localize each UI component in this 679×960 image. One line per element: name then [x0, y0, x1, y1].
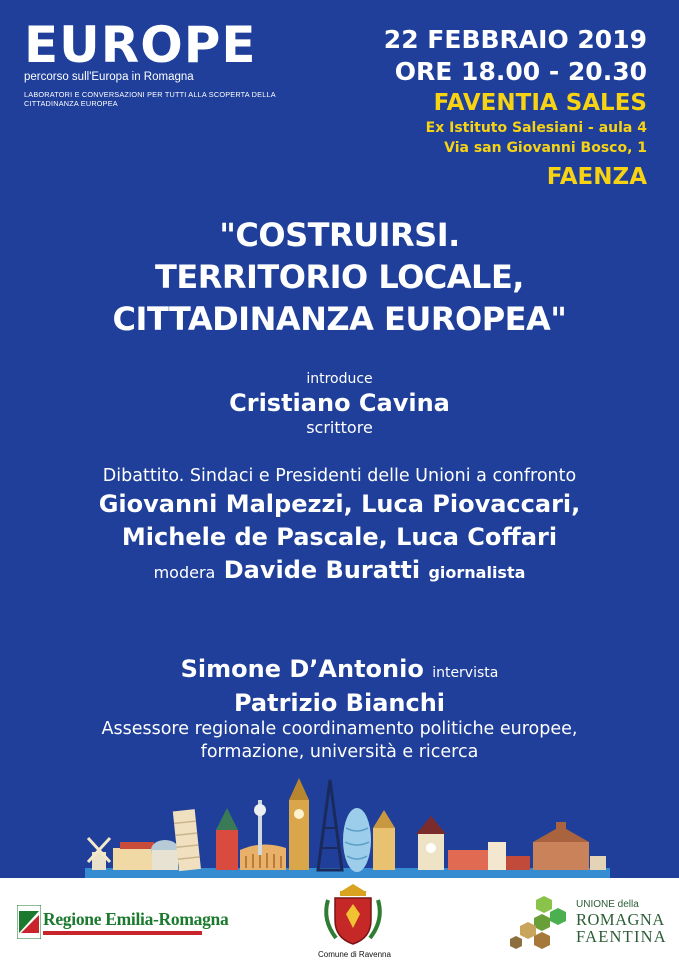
event-date: 22 FEBBRAIO 2019 [383, 25, 647, 54]
debate-intro: Dibattito. Sindaci e Presidenti delle Unioni a confronto [102, 466, 577, 486]
clock-tower-icon [416, 816, 446, 870]
region-flag-icon [17, 905, 41, 939]
moderator-role: giornalista [428, 563, 526, 582]
cathedral-icon [373, 810, 395, 870]
moderator-line [0, 554, 679, 589]
regione-emilia-romagna-logo [17, 905, 229, 939]
windmill-icon [88, 838, 110, 870]
logo-wordmark: EUROPE [24, 16, 257, 74]
title-line-2: TERRITORIO LOCALE, [155, 258, 524, 296]
title-line-3: CITTADINANZA EUROPEA" [112, 300, 567, 338]
union-name-2: FAENTINA [576, 927, 667, 946]
intro-speaker-role: scrittore [306, 418, 373, 437]
interview-block [0, 654, 679, 764]
unione-romagna-faentina-logo [508, 888, 678, 954]
logo-subtitle: percorso sull'Europa in Romagna [24, 71, 194, 83]
intro-block [0, 370, 679, 438]
moderator-name: Davide Buratti [223, 556, 421, 584]
union-name-1: ROMAGNA [576, 910, 665, 929]
title-line-1: "COSTRUIRSI. [219, 216, 460, 254]
debate-names-line-1: Giovanni Malpezzi, Luca Piovaccari, [98, 490, 581, 518]
guest-name: Patrizio Bianchi [233, 689, 446, 717]
guest-role-line-1: Assessore regionale coordinamento politiche europee, [101, 719, 578, 739]
moderator-label: modera [153, 563, 216, 582]
colosseum-icon [240, 844, 286, 870]
region-name: Regione Emilia-Romagna [43, 909, 229, 929]
eiffel-tower-icon [318, 780, 342, 870]
basilica-icon [533, 822, 589, 870]
event-venue: FAVENTIA SALES [433, 90, 647, 116]
european-skyline-illustration [0, 770, 679, 878]
event-city: FAENZA [546, 164, 647, 190]
hexagon-cluster-icon [508, 888, 574, 954]
comune-di-ravenna-logo [318, 880, 391, 960]
ravenna-coat-of-arms-icon [318, 880, 388, 948]
event-address-line-1: Ex Istituto Salesiani - aula 4 [425, 120, 647, 136]
logo-tagline: LABORATORI E CONVERSAZIONI PER TUTTI ALLA SCOPERTA DELLA CITTADINANZA EUROPEA [24, 90, 276, 108]
union-label: UNIONE della [576, 899, 639, 910]
europe-logo [24, 16, 284, 108]
interviewer-name: Simone D’Antonio [180, 655, 424, 683]
region-underline [43, 931, 202, 935]
event-time: ORE 18.00 - 20.30 [394, 57, 647, 86]
comune-name: Comune di Ravenna [318, 950, 391, 959]
event-address-line-2: Via san Giovanni Bosco, 1 [444, 140, 647, 156]
event-title [0, 214, 679, 340]
gherkin-icon [343, 808, 371, 872]
kremlin-tower-icon [216, 808, 238, 870]
big-ben-icon [289, 778, 309, 870]
debate-block [0, 464, 679, 589]
guest-role-line-2: formazione, università e ricerca [200, 742, 479, 762]
interviewer-line [0, 654, 679, 688]
intro-speaker-name: Cristiano Cavina [229, 389, 450, 417]
intro-label: introduce [306, 371, 373, 387]
event-details [384, 24, 647, 194]
interviewer-role: intervista [432, 665, 499, 681]
debate-names-line-2: Michele de Pascale, Luca Coffari [121, 523, 558, 551]
